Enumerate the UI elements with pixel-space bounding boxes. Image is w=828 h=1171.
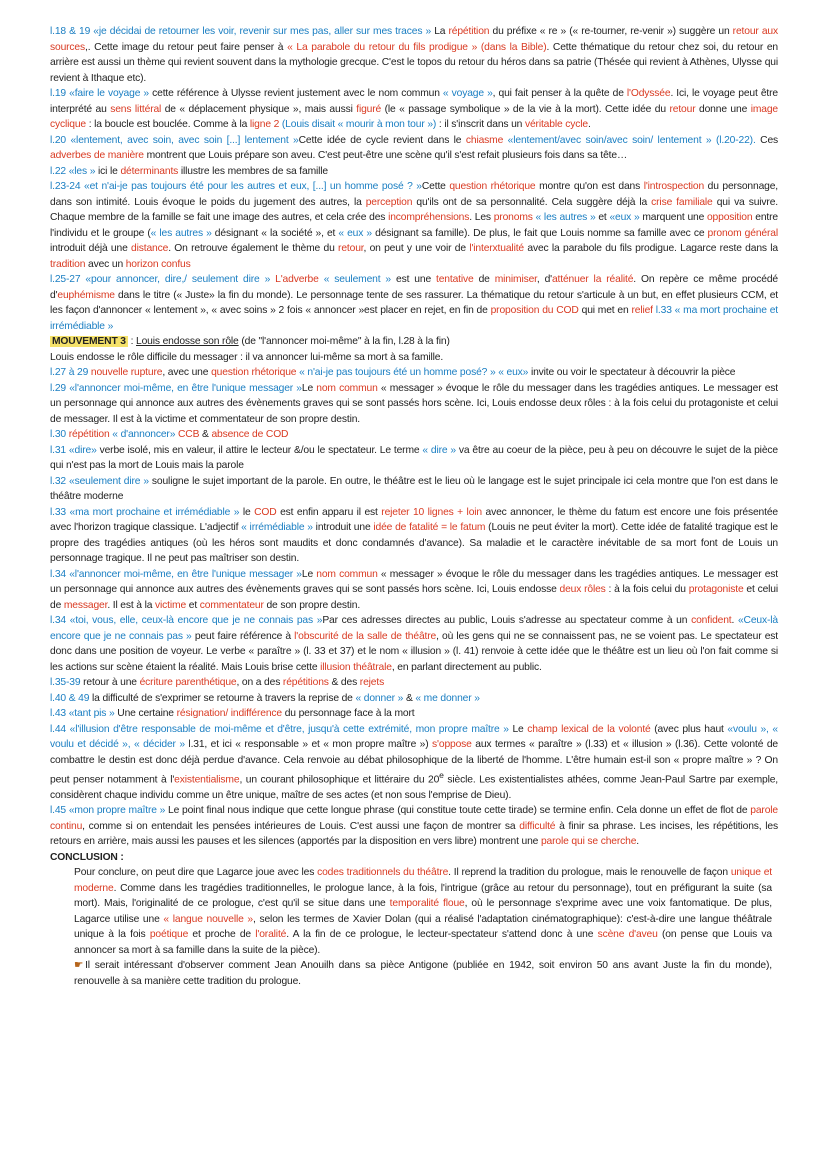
quote-run: « eux »	[338, 227, 372, 239]
conclusion-final-text: Il serait intéressant d'observer comment Jean Anouilh dans sa pièce Antigone (publiée en 1942, soit environ 50 ans avant Juste la fin du monde), renouvelle à sa manière cette tradition du prologue.	[74, 960, 772, 987]
term-run: sens littéral	[110, 103, 162, 115]
text-run: aux termes « paraître » (l.33) et « illusion » (l.36). Cette volonté de combattre le destin est donc déjà perdue d'avance. Cela renvoie au débat philosophique de la liberté de l'homme. L'être humain est-il son « propre maître » ? On peut penser notamment à l'	[50, 739, 778, 786]
term-run: messager	[63, 599, 108, 611]
text-run: : à la fois celui du	[605, 584, 689, 595]
term-run: poétique	[149, 929, 189, 941]
quote-run: l.25-27 «pour annoncer, dire,/ seulement dire »	[50, 274, 276, 285]
text-run: &	[403, 692, 416, 704]
text-run: (Louis ne peut éviter la mort). Cette idée de fatalité tragique est le propre des tragédies antiques (où les héros sont maudits et donc condamnés d'avance). Sa maladie et le caractère inévitable de sa mort font de Louis un personnage tragique. Il ne peut pas maîtriser son destin.	[50, 522, 778, 564]
term-run: COD	[254, 506, 277, 518]
quote-run: «lentement/avec soin/avec soin/ lentement » (l.20-22).	[503, 134, 756, 146]
text-run: marquent une	[639, 212, 707, 223]
text-run: . On repère ce même procédé d'	[50, 274, 778, 301]
text-run: Le	[301, 568, 317, 580]
paragraph-l40-49	[50, 691, 778, 707]
quote-run: l.44 «l'illusion d'être responsable de moi-même et d'être, jusqu'à cette extrémité, mon propre maître »	[50, 723, 513, 735]
text-run: &	[199, 429, 212, 440]
term-run: l'obscurité de la salle de théâtre	[294, 630, 437, 642]
term-run: distance	[131, 243, 169, 254]
text-run: . Comme dans les tragédies traditionnelles, le prologue lance, à la fois, l'intrigue (grâce au retour du personnage), tout en préfigurant la suite (sa mort). Mais, l'originalité de ce prologue, c'est qu'il se situe dans une	[74, 882, 772, 910]
text-run: introduit déjà une	[50, 243, 132, 254]
document-page	[50, 24, 778, 989]
movement-3-colon: :	[127, 336, 137, 347]
text-run: est enfin apparu il est	[276, 506, 382, 518]
text-run: . Ici, le voyage peut être interprété au	[50, 88, 778, 115]
text-run: ici le	[98, 165, 121, 177]
term-run: retour	[669, 103, 696, 115]
quote-run: l.43 «tant pis »	[50, 708, 118, 719]
quote-run: l.29 «l'annoncer moi-même, en être l'unique messager »	[50, 382, 302, 394]
term-run: relief	[631, 305, 653, 316]
conclusion-final	[50, 958, 778, 989]
term-run: répétition	[448, 26, 490, 37]
text-run: , un courant philosophique et littéraire du 20	[239, 774, 440, 786]
text-run: siècle. Les existentialistes athées, comme Jean-Paul Sartre par exemple, considèrent chaque individu comme un être unique, maître de ses actes (et non sous l'emprise de Dieu).	[50, 774, 779, 801]
quote-run: «voulu », « voulu et décidé », « décider »	[50, 723, 778, 750]
term-run: absence de COD	[211, 429, 289, 440]
text-run: cette référence à Ulysse revient justement avec le nom commun	[152, 88, 443, 99]
text-run: Par ces adresses directes au public, Louis s'adresse au spectateur comme à un	[322, 615, 692, 626]
text-run: montre qu'on est dans	[535, 181, 644, 192]
text-run: invite ou voir le spectateur à découvrir la pièce	[528, 367, 736, 378]
paragraph-l30	[50, 427, 778, 443]
paragraph-l35-39	[50, 675, 778, 691]
paragraph-l34-messager	[50, 567, 778, 614]
pointing-hand-icon: ☛	[74, 960, 84, 972]
text-run: , qui fait penser à la quête de	[492, 88, 627, 99]
term-run: idée de fatalité = le fatum	[373, 522, 486, 533]
text-run: montrent que Louis prépare son aveu. C'est peut-être une scène qu'il s'est refait plusieurs fois dans sa tête…	[143, 150, 628, 161]
paragraph-l45	[50, 803, 778, 850]
text-run: « messager » évoque le rôle du messager dans les tragédies antiques. Le messager est un personnage qui annonce aux autres des évènements graves qui se sont passés hors scène. Ici, Louis endosse deux rôles : à la fois celui du protagoniste et celui de messager. Il est à la victime et commentateur de son propre destin.	[50, 382, 778, 425]
paragraph-l22	[50, 164, 778, 180]
text-run: du préfixe « re » (« re-tourner, re-venir ») suggère un	[489, 26, 733, 37]
text-run: et proche de	[188, 929, 256, 941]
quote-run: «eux »	[609, 212, 640, 223]
text-run: introduit une	[312, 522, 374, 533]
text-run: .	[587, 119, 591, 130]
text-run: peut faire référence à	[191, 630, 295, 642]
quote-run: l.33 « ma mort prochaine et irrémédiable »	[50, 305, 778, 332]
quote-run: l.18 & 19 «je décidai de retourner les voir, revenir sur mes pas, aller sur mes traces »	[50, 26, 435, 37]
text-run: qui va suivre. Chaque membre de la famille se fait une image des autres, et cela crée des	[50, 196, 778, 223]
text-run: .	[731, 615, 738, 626]
quote-run: l.35-39	[50, 677, 84, 688]
text-run: ,. Cette image du retour peut faire penser à	[85, 41, 288, 53]
term-run: adverbes de manière	[50, 150, 144, 161]
term-run: illusion théâtrale	[320, 661, 392, 673]
term-run: retour aux sources	[50, 26, 778, 53]
text-run: . On retrouve également le thème du	[168, 243, 339, 254]
term-run: CCB	[178, 429, 200, 440]
term-run: victime	[155, 599, 187, 611]
text-run: Cette idée de cycle revient dans le	[298, 134, 466, 146]
term-run: nom commun	[316, 568, 378, 580]
term-run: répétition	[68, 429, 110, 440]
conclusion-heading	[50, 850, 778, 866]
quote-run: l.45 «mon propre maître »	[50, 805, 169, 817]
term-run: image cyclique	[50, 103, 778, 130]
quote-run: « seulement »	[318, 274, 392, 285]
term-run: scène d'aveu	[597, 929, 658, 941]
term-run: deux rôles	[559, 584, 606, 595]
term-run: résignation/ indifférence	[176, 708, 282, 719]
term-run: protagoniste	[688, 584, 744, 595]
text-run: e	[439, 770, 444, 780]
paragraph-l20	[50, 133, 778, 164]
quote-run: «Ceux-là encore que je ne connais pas »	[50, 615, 778, 642]
text-run: du personnage, dans son intimité. Louis évoque le poids du jugement des autres, la	[50, 181, 779, 208]
term-run: l'Odyssée	[626, 88, 671, 99]
term-run: crise familiale	[651, 196, 713, 208]
term-run: pronom général	[707, 227, 778, 239]
text-run: , comme si on entendait les pensées intérieures de Louis. C'est aussi une façon de montrer sa	[82, 820, 520, 832]
quote-run: l.40 & 49	[50, 692, 93, 704]
term-run: l'interxtualité	[469, 243, 524, 254]
term-run: incompréhensions	[388, 212, 470, 223]
conclusion-colon: :	[117, 851, 124, 863]
text-run: retour à une	[83, 677, 140, 688]
text-run: Le	[301, 382, 317, 394]
term-run: parole qui se cherche	[540, 836, 637, 848]
quote-run: l.19 «faire le voyage »	[50, 88, 153, 99]
text-run: Ces	[755, 134, 779, 146]
text-run: entre l'individu et le groupe (	[50, 212, 778, 239]
term-run: question rhétorique	[211, 367, 297, 378]
quote-run: « irrémédiable »	[241, 522, 313, 533]
text-run: de	[473, 274, 495, 285]
term-run: retour	[338, 243, 364, 254]
text-run: désignant « la société », et	[211, 227, 339, 239]
term-run: chiasme	[465, 134, 504, 146]
quote-run: « me donner »	[415, 692, 480, 704]
term-run: champ lexical de la volonté	[527, 723, 651, 735]
text-run: à finir sa phrase. Les incises, les répétitions, les retours en arrière, mais aussi les pauses et les silences (apportés par la disposition en vers libre) montrent une	[50, 820, 779, 848]
paragraph-l29	[50, 381, 778, 428]
term-run: s'oppose	[432, 739, 472, 750]
paragraph-l34-adresse	[50, 613, 778, 675]
text-run: . Cette thématique du retour chez soi, du retour en arrière est aussi un thème qui revient souvent dans la mythologie grecque. C'est le topos du retour du héros dans sa patrie (Thésée qui revient à Athènes, Ulysse qui revient à Ithaque etc).	[50, 41, 778, 84]
term-run: l'oralité	[255, 929, 287, 941]
quote-run: l.34 «toi, vous, elle, ceux-là encore que je ne connais pas »	[50, 615, 323, 626]
term-run: parole continu	[50, 805, 779, 832]
quote-run: l.22 «les »	[50, 165, 99, 177]
text-run: illustre les membres de sa famille	[178, 165, 328, 177]
term-run: opposition	[706, 212, 753, 223]
term-run: existentialisme	[174, 774, 240, 786]
quote-run: « voyage »	[442, 88, 493, 99]
text-run: , selon les termes de Xavier Dolan (qui a réalisé l'adaptation cinématographique): c'est-à-dire une langue théâtrale unique à la fois	[74, 913, 772, 941]
text-run: de « déplacement physique », mais aussi	[161, 103, 357, 115]
text-run: (avec plus haut	[650, 723, 728, 735]
term-run: nouvelle rupture	[90, 367, 163, 378]
term-run: temporalité floue	[389, 898, 465, 910]
quote-run: l.23-24 «et n'ai-je pas toujours été pour les autres et eux, [...] un homme posé ? »	[50, 181, 422, 192]
term-run: atténuer la réalité	[551, 274, 634, 285]
movement-3-heading	[50, 334, 778, 350]
quote-run: « donner »	[355, 692, 404, 704]
term-run: difficulté	[519, 820, 556, 832]
term-run: confident	[691, 615, 732, 626]
term-run: tradition	[50, 258, 86, 270]
text-run: la difficulté de s'exprimer se retourne à travers la reprise de	[92, 692, 356, 704]
paragraph-l44	[50, 722, 778, 804]
text-run: va être au coeur de la pièce, peu à peu on découvre le sujet de la pièce qui n'est pas la mort de Louis mais la parole	[50, 444, 778, 471]
text-run: La	[434, 26, 449, 37]
text-run: Cette	[421, 181, 450, 192]
text-run: , on peut y une voir de	[363, 243, 470, 254]
term-run: « La parabole du retour du fils prodigue » (dans la Bible)	[287, 41, 547, 53]
text-run: avec un	[85, 258, 126, 270]
quote-run: l.34 «l'annoncer moi-même, en être l'unique messager »	[50, 568, 302, 580]
movement-3-intro: Louis endosse le rôle difficile du messager : il va annoncer lui-même sa mort à sa famille.	[50, 351, 444, 363]
quote-run: l.32 «seulement dire »	[50, 475, 152, 487]
term-run: l'introspection	[643, 181, 705, 192]
term-run: perception	[365, 196, 413, 208]
quote-run: l.30	[50, 429, 69, 440]
paragraph-l27-29	[50, 365, 778, 381]
term-run: proposition du COD	[490, 305, 579, 316]
text-run: , où les gens qui ne se connaissent pas, ne se voient pas. Le spectateur est donc dans une position de voyeur. Le verbe « paraître » (l. 33 et 37) et le nom « illusion » (l. 41) renvoie à cette idée que le théâtre est un lieu où l'on fait comme si les actions sur scène étaient la réalité. Mais Louis brise cette	[50, 630, 778, 673]
paragraph-l32	[50, 474, 778, 505]
text-run: « messager » évoque le rôle du messager dans les tragédies antiques. Le messager est un personnage qui annonce aux autres des évènements graves qui se sont passés hors scène. Ici, Louis endosse	[50, 568, 778, 595]
text-run: du personnage face à la mort	[282, 708, 415, 719]
term-run: rejeter 10 lignes + loin	[381, 506, 482, 518]
quote-run: « d'annoncer»	[109, 429, 176, 440]
text-run: est une	[391, 274, 437, 285]
quote-run: « les autres »	[532, 212, 596, 223]
quote-run: l.31 «dire»	[50, 444, 100, 456]
text-run: avec la parabole du fils prodigue. Lagarce reste dans la	[524, 243, 779, 254]
term-run: écriture parenthétique	[139, 677, 237, 688]
quote-run: l.33 «ma mort prochaine et irrémédiable »	[50, 506, 243, 518]
text-run: , on a des	[236, 677, 283, 688]
text-run: et celui de	[50, 584, 778, 611]
paragraph-l43	[50, 706, 778, 722]
term-run: pronoms	[493, 212, 533, 223]
text-run: (on pense que Louis va annoncer sa mort à sa famille dans la suite de la pièce).	[74, 929, 772, 956]
term-run: répétitions	[282, 677, 329, 688]
text-run: : la boucle est bouclée. Comme à la	[86, 119, 250, 130]
text-run: Une certaine	[117, 708, 177, 719]
term-run: codes traditionnels du théâtre	[317, 867, 449, 879]
term-run: tentative	[436, 274, 474, 285]
text-run: qui met en	[578, 305, 632, 316]
text-run: , où le personnage s'exprime avec une voix fantomatique. De plus, Lagarce utilise une	[74, 898, 772, 925]
text-run: Pour conclure, on peut dire que Lagarce joue avec les	[74, 867, 318, 879]
text-run: donne une	[695, 103, 751, 115]
term-run: L'adverbe	[275, 274, 319, 285]
text-run: . Il est à la	[107, 599, 156, 611]
term-run: déterminants	[120, 165, 179, 177]
text-run: l.31, et ici « responsable » et « mon propre maître »)	[184, 739, 433, 750]
term-run: euphémisme	[57, 289, 115, 301]
text-run: Le point final nous indique que cette longue phrase (qui constitue toute cette tirade) se termine enfin. Cela donne un effet de flot de	[168, 805, 751, 817]
text-run: le	[242, 506, 255, 518]
text-run: (le « passage symbolique » de la vie à la mort). Cette idée du	[381, 103, 670, 115]
text-run: souligne le sujet important de la parole. En outre, le théâtre est le lieu où le langage est le sujet principale ici cela montre que l'on est dans le théâtre moderne	[50, 475, 778, 502]
paragraph-l33	[50, 505, 778, 567]
text-run: et	[186, 599, 200, 611]
text-run: : il s'inscrit dans un	[436, 119, 525, 130]
term-run: « langue nouvelle »	[163, 913, 254, 925]
term-run: véritable cycle	[524, 119, 588, 130]
movement-3-range: (de "l'annoncer moi-même" à la fin, l.28 à la fin)	[238, 336, 450, 347]
text-run: Le	[512, 723, 528, 735]
quote-run: « dire »	[422, 444, 456, 456]
term-run: minimiser	[494, 274, 537, 285]
movement-3-label: MOUVEMENT 3	[52, 336, 126, 347]
quote-run: l.27 à 29	[50, 367, 91, 378]
quote-run: « les autres »	[150, 227, 212, 239]
term-run: figuré	[356, 103, 382, 115]
text-run: désignant sa famille). De plus, le fait que Louis nomme sa famille avec ce	[371, 227, 708, 239]
term-run: unique et moderne	[74, 867, 772, 894]
term-run: nom commun	[316, 382, 378, 394]
term-run: ligne 2	[249, 119, 280, 130]
paragraph-l31	[50, 443, 778, 474]
text-run: .	[636, 836, 640, 848]
text-run: , d'	[536, 274, 552, 285]
text-run: qu'ils ont de sa personnalité. Cela suggère déjà la	[412, 196, 652, 208]
term-run: rejets	[359, 677, 385, 688]
paragraph-l19	[50, 86, 778, 133]
text-run: , avec une	[162, 367, 212, 378]
conclusion-title: CONCLUSION	[50, 851, 118, 863]
text-run: avec annoncer, le thème du fatum est encore une fois présentée avec l'horizon tragique classique. L'adjectif	[50, 506, 778, 533]
quote-run: (Louis disait « mourir à mon tour »)	[281, 119, 437, 130]
text-run: . A la fin de ce prologue, le lecteur-spectateur s'attend donc à une	[286, 929, 598, 941]
text-run: . Il reprend la tradition du prologue, mais le renouvelle de façon	[448, 867, 731, 879]
term-run: question rhétorique	[449, 181, 536, 192]
quote-run: « n'ai-je pas toujours été un homme posé? » « eux»	[296, 367, 529, 378]
text-run: verbe isolé, mis en valeur, il attire le lecteur &/ou le spectateur. Le terme	[99, 444, 423, 456]
paragraph-l18-19	[50, 24, 778, 86]
text-run: et	[595, 212, 610, 223]
text-run: . Les	[469, 212, 494, 223]
text-run: de son propre destin.	[263, 599, 361, 611]
term-run: horizon confus	[125, 258, 191, 270]
paragraph-l23-24	[50, 179, 778, 272]
paragraph-l25-27	[50, 272, 778, 334]
text-run: dans le titre (« Juste» la fin du monde). Le personnage tente de ses rassurer. La thématique du retour s'articule à un but, en effet plusieurs CCM, et les façon d'annoncer « lentement », « avec soins » 2 fois « annoncer »est placer en rejet, en fin de	[50, 289, 778, 316]
conclusion-body	[50, 865, 778, 958]
text-run: , en parlant directement au public.	[391, 661, 542, 673]
term-run: commentateur	[199, 599, 264, 611]
movement-3-title: Louis endosse son rôle	[136, 336, 239, 347]
quote-run: l.20 «lentement, avec soin, avec soin [...] lentement »	[50, 134, 299, 146]
text-run: & des	[328, 677, 360, 688]
